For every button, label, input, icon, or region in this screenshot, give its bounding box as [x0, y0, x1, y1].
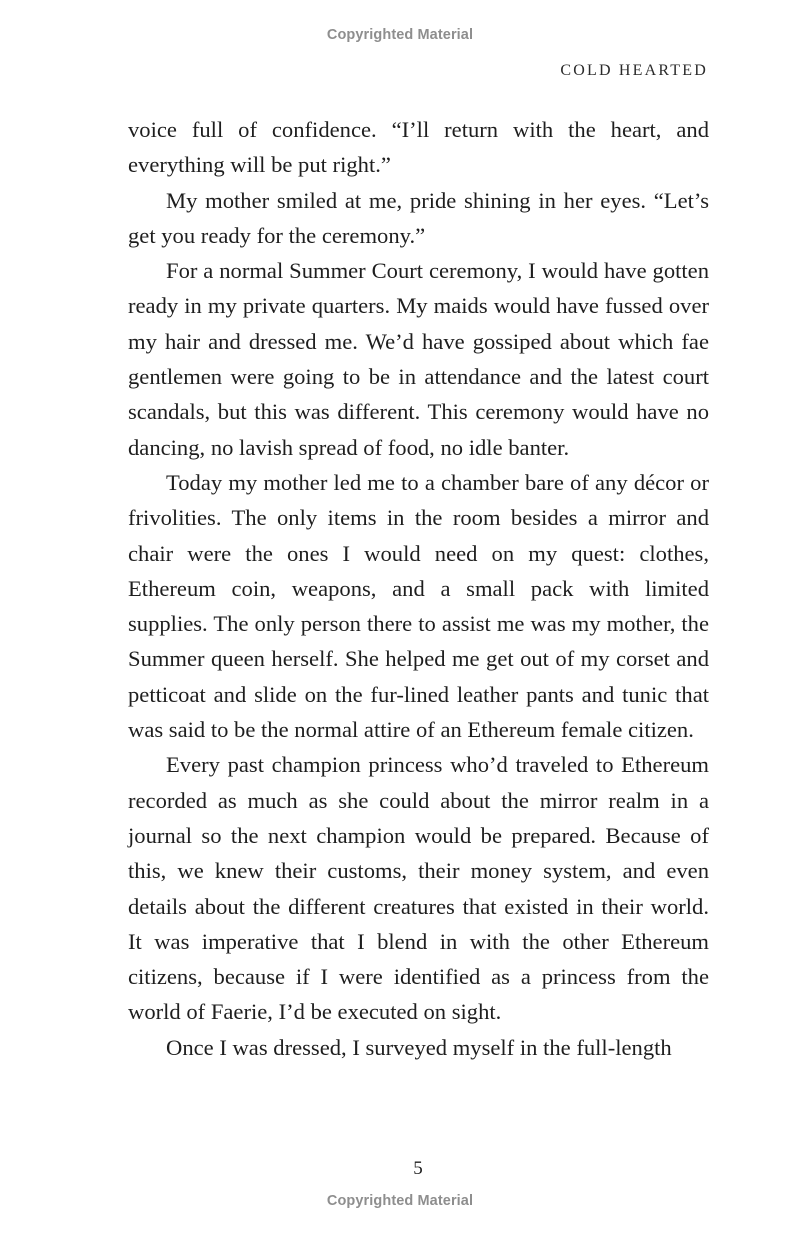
paragraph-3: For a normal Summer Court ceremony, I would have gotten ready in my private quarters. My maids would have fussed over my hair and dressed me. We’d have gossiped about which fae gentlemen were going to be in attendance and the latest court scandals, but this was different. This ceremony would have no dancing, no lavish spread of food, no idle banter. — [128, 258, 709, 460]
copyright-watermark-top: Copyrighted Material — [326, 27, 474, 43]
body-text — [128, 112, 709, 1065]
paragraph-6: Once I was dressed, I surveyed myself in the full-length — [166, 1034, 672, 1060]
running-head-title: COLD HEARTED — [560, 62, 708, 79]
paragraph-1: voice full of confidence. “I’ll return with the heart, and everything will be put right.” — [128, 117, 709, 178]
page-number: 5 — [413, 1158, 423, 1179]
paragraph-4: Today my mother led me to a chamber bare of any décor or frivolities. The only items in the room besides a mirror and chair were the ones I would need on my quest: clothes, Ethereum coin, weapons, and a small pack with limited supplies. The only person there to assist me was my mother, the Summer queen herself. She helped me get out of my corset and petticoat and slide on the fur-lined leather pants and tunic that was said to be the normal attire of an Ethereum female citizen. — [128, 469, 709, 743]
copyright-watermark-bottom: Copyrighted Material — [326, 1193, 474, 1209]
paragraph-2: My mother smiled at me, pride shining in her eyes. “Let’s get you ready for the ceremony.” — [128, 187, 709, 248]
paragraph-5: Every past champion princess who’d traveled to Ethereum recorded as much as she could about the mirror realm in a journal so the next champion would be prepared. Because of this, we knew their customs, their money system, and even details about the different creatures that existed in their world. It was imperative that I blend in with the other Ethereum citizens, because if I were identified as a princess from the world of Faerie, I’d be executed on sight. — [128, 752, 709, 1025]
